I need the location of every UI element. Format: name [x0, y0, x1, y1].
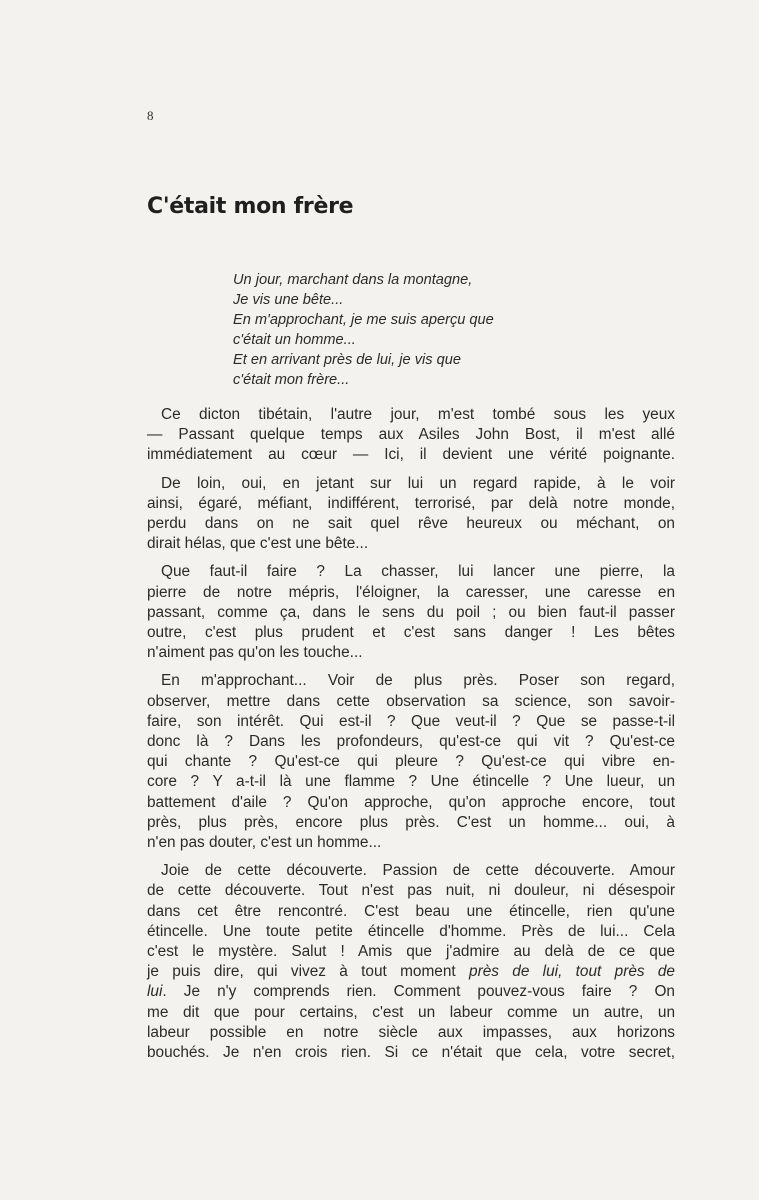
text-line: outre, c'est plus prudent et c'est sans danger ! Les bêtes [147, 624, 675, 642]
epigraph-line: c'était un homme... [233, 332, 356, 348]
text-line: labeur possible en notre siècle aux impasses, aux horizons [147, 1023, 675, 1041]
text-line: ainsi, égaré, méfiant, indifférent, terrorisé, par delà notre monde, [147, 494, 675, 512]
text-line: battement d'aile ? Qu'on approche, qu'on approche encore, tout [147, 793, 675, 811]
paragraph [147, 861, 675, 1063]
text-line: bouchés. Je n'en crois rien. Si ce n'était que cela, votre secret, [147, 1044, 675, 1062]
text-line: n'aiment pas qu'on les touche... [147, 644, 363, 662]
text-line: n'en pas douter, c'est un homme... [147, 834, 382, 852]
text-line: dans cet être rencontré. C'est beau une étincelle, rien qu'une [147, 902, 675, 920]
text-line: dirait hélas, que c'est une bête... [147, 535, 369, 553]
text-line: passant, comme ça, dans le sens du poil ; ou bien faut-il passer [147, 603, 675, 621]
paragraph [147, 474, 675, 555]
text-line: immédiatement au cœur — Ici, il devient une vérité poignante. [147, 446, 675, 464]
text-line: qui chante ? Qu'est-ce qui pleure ? Qu'est-ce qui vibre en- [147, 753, 675, 771]
text-line: — Passant quelque temps aux Asiles John Bost, il m'est allé [147, 426, 675, 444]
epigraph [233, 270, 573, 390]
epigraph-line: Un jour, marchant dans la montagne, [233, 272, 473, 288]
article-title: C'était mon frère [147, 194, 354, 219]
text-line: pierre de notre mépris, l'éloigner, la caresser, une caresse en [147, 583, 675, 601]
text-line: observer, mettre dans cette observation sa science, son savoir- [147, 692, 675, 710]
text-fragment: je puis dire, qui vivez à tout moment [147, 963, 470, 981]
italic-phrase-tail: lui [147, 983, 163, 1001]
text-line: lui. Je n'y comprends rien. Comment pouvez-vous faire ? On [147, 983, 675, 1001]
page-number: 8 [147, 108, 154, 123]
text-line: près, plus près, encore plus près. C'est un homme... oui, à [147, 813, 675, 831]
epigraph-line: En m'approchant, je me suis aperçu que [233, 312, 494, 328]
text-line: faire, son intérêt. Qui est-il ? Que veut-il ? Que se passe-t-il [147, 712, 675, 730]
text-line: c'est le mystère. Salut ! Amis que j'admire au delà de ce que [147, 943, 675, 961]
text-line: core ? Y a-t-il là une flamme ? Une étincelle ? Une lueur, un [147, 773, 675, 791]
paragraph [147, 562, 675, 663]
text-line: étincelle. Une toute petite étincelle d'homme. Près de lui... Cela [147, 922, 675, 940]
text-line: perdu dans on ne sait quel rêve heureux ou méchant, on [147, 515, 675, 533]
text-line: Ce dicton tibétain, l'autre jour, m'est tombé sous les yeux [161, 406, 675, 423]
paragraph [147, 671, 675, 853]
epigraph-line: Et en arrivant près de lui, je vis que [233, 352, 461, 368]
text-line: Joie de cette découverte. Passion de cette découverte. Amour [161, 862, 675, 880]
paragraph [147, 405, 675, 466]
text-line: me dit que pour certains, c'est un labeur comme un autre, un [147, 1003, 675, 1021]
text-line: donc là ? Dans les profondeurs, qu'est-ce qui vit ? Qu'est-ce [147, 733, 675, 751]
italic-phrase: près de lui, tout près de [469, 963, 675, 981]
article-body [147, 405, 675, 1071]
epigraph-line: Je vis une bête... [233, 292, 344, 308]
text-line: de cette découverte. Tout n'est pas nuit, ni douleur, ni désespoir [147, 882, 675, 900]
text-line: Que faut-il faire ? La chasser, lui lancer une pierre, la [161, 563, 675, 581]
epigraph-line: c'était mon frère... [233, 372, 350, 388]
text-line [147, 962, 675, 982]
text-line: De loin, oui, en jetant sur lui un regard rapide, à le voir [161, 474, 675, 492]
text-line: En m'approchant... Voir de plus près. Poser son regard, [161, 672, 675, 690]
